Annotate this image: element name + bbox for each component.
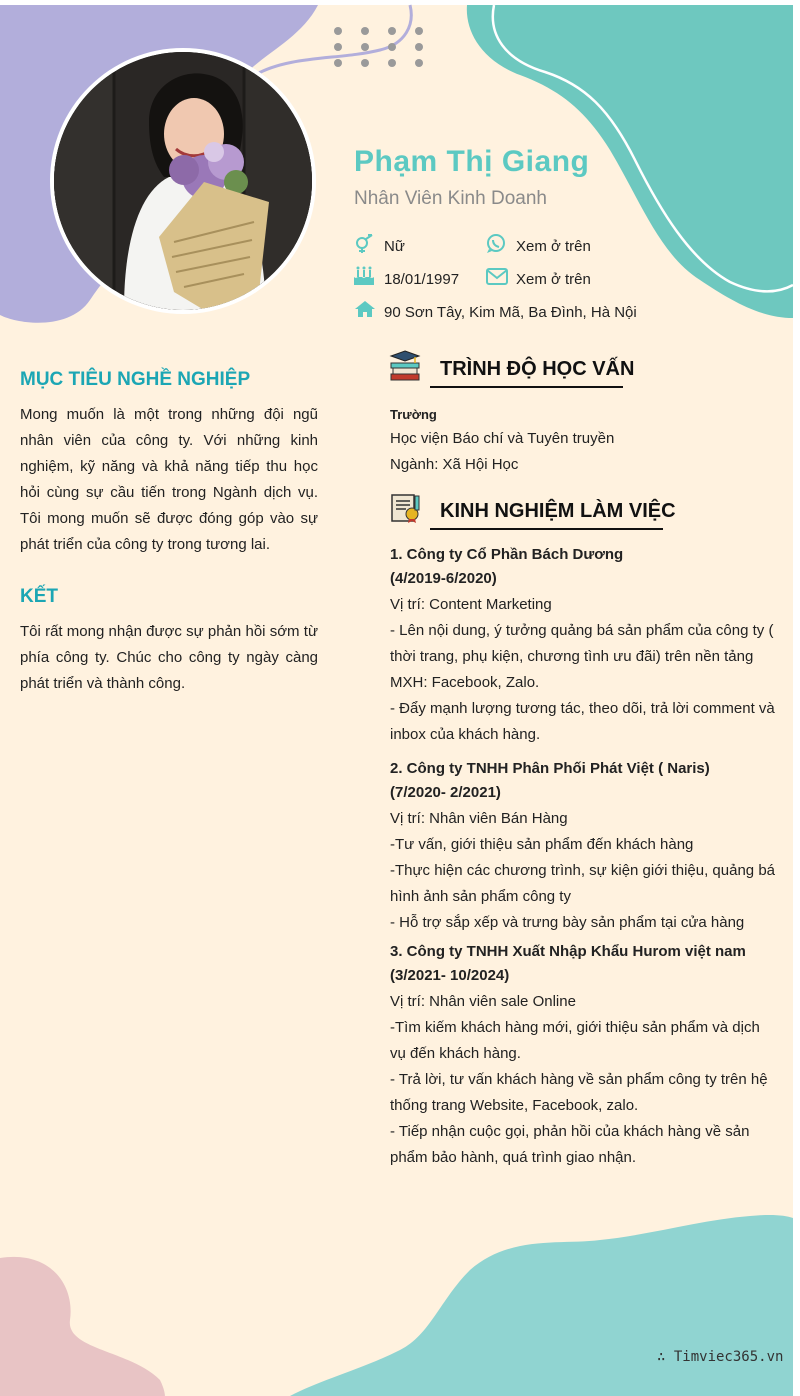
education-label: Trường: [390, 407, 437, 422]
email-value: Xem ở trên: [516, 271, 591, 288]
address-value: 90 Sơn Tây, Kim Mã, Ba Đình, Hà Nội: [384, 304, 637, 321]
envelope-icon: [486, 268, 508, 285]
career-objective-title: MỤC TIÊU NGHỀ NGHIỆP: [20, 369, 251, 390]
graduation-books-icon: [389, 350, 421, 382]
phone-value: Xem ở trên: [516, 238, 591, 255]
job-1-detail-1: - Lên nội dung, ý tưởng quảng bá sản phẩm của công ty ( thời trang, phụ kiện, chương tình ưu đãi) trên nền tảng MXH: Facebook, Zalo.: [390, 622, 774, 691]
education-major: Ngành: Xã Hội Học: [390, 456, 519, 473]
experience-title: KINH NGHIỆM LÀM VIỆC: [440, 500, 676, 522]
candidate-job-title: Nhân Viên Kinh Doanh: [354, 188, 547, 209]
job-2-detail-3: - Hỗ trợ sắp xếp và trưng bày sản phẩm tại cửa hàng: [390, 914, 745, 931]
candidate-name: Phạm Thị Giang: [354, 145, 590, 178]
job-1-company: 1. Công ty Cổ Phần Bách Dương: [390, 546, 624, 563]
job-2-detail-1: -Tư vấn, giới thiệu sản phẩm đến khách hàng: [390, 836, 694, 853]
job-2-detail-2: -Thực hiện các chương trình, sự kiện giới thiệu, quảng bá hình ảnh sản phẩm công ty: [390, 862, 775, 905]
job-3-detail-3: - Tiếp nhận cuộc gọi, phản hồi của khách hàng về sản phẩm bảo hành, quá trình giao nhận.: [390, 1123, 750, 1166]
experience-underline: [430, 528, 663, 530]
conclusion-text: Tôi rất mong nhận được sự phản hồi sớm từ phía công ty. Chúc cho công ty ngày càng phát triển và thành công.: [20, 623, 318, 692]
job-2-company: 2. Công ty TNHH Phân Phối Phát Việt ( Naris): [390, 760, 710, 777]
education-title: TRÌNH ĐỘ HỌC VẤN: [440, 358, 635, 380]
whatsapp-icon: [485, 234, 507, 254]
job-2-period: (7/2020- 2/2021): [390, 784, 501, 801]
job-1-detail-2: - Đẩy mạnh lượng tương tác, theo dõi, trả lời comment và inbox của khách hàng.: [390, 700, 775, 743]
gender-value: Nữ: [384, 238, 405, 255]
job-1-position: Vị trí: Content Marketing: [390, 596, 552, 613]
job-3-period: (3/2021- 10/2024): [390, 967, 510, 984]
job-1-period: (4/2019-6/2020): [390, 570, 497, 587]
job-3-position: Vị trí: Nhân viên sale Online: [390, 993, 576, 1010]
job-3-detail-1: -Tìm kiếm khách hàng mới, giới thiệu sản phẩm và dịch vụ đến khách hàng.: [390, 1019, 760, 1062]
job-2-position: Vị trí: Nhân viên Bán Hàng: [390, 810, 568, 827]
watermark: ∴ Timviec365.vn: [657, 1349, 784, 1365]
birthday-value: 18/01/1997: [384, 271, 460, 288]
certificate-icon: [389, 492, 421, 524]
job-3-company: 3. Công ty TNHH Xuất Nhập Khẩu Hurom việt nam: [390, 943, 746, 960]
education-school: Học viện Báo chí và Tuyên truyền: [390, 430, 615, 447]
career-objective-text: Mong muốn là một trong những đội ngũ nhân viên của công ty. Với những kinh nghiệm, kỹ năng và khả năng tiếp thu học hỏi cùng sự cầu tiến trong Ngành dịch vụ. Tôi mong muốn sẽ được đóng góp vào sự phát triển của công ty trong tương lai.: [20, 406, 318, 553]
job-3-detail-2: - Trả lời, tư vấn khách hàng về sản phẩm công ty trên hệ thống trang Website, Facebook, zalo.: [390, 1071, 768, 1114]
cake-icon: [353, 266, 375, 286]
gender-icon: [354, 234, 374, 254]
avatar: [54, 52, 312, 310]
home-icon: [354, 300, 376, 318]
conclusion-title: KẾT: [20, 586, 58, 607]
education-underline: [430, 386, 623, 388]
